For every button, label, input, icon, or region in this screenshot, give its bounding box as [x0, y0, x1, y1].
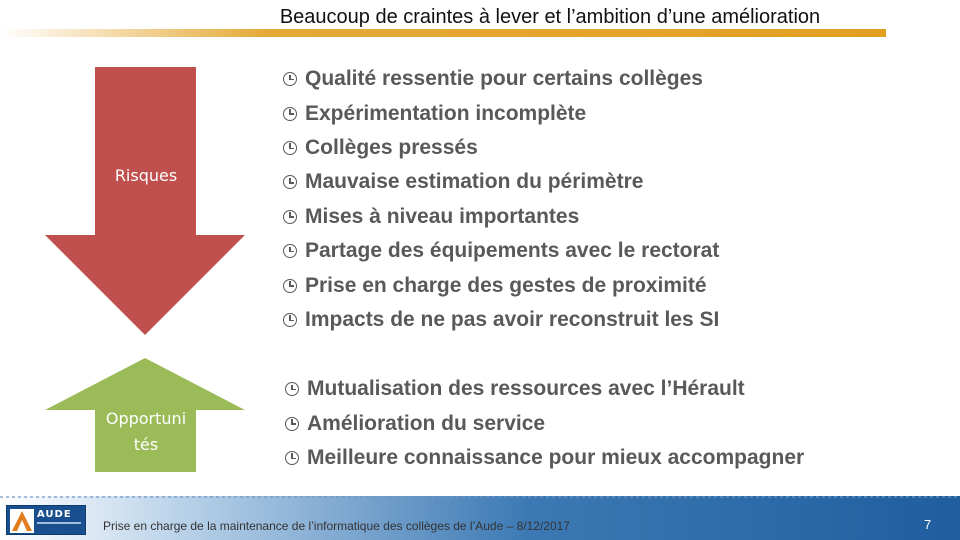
opportunity-label: [96, 406, 196, 458]
logo-mark-icon: [10, 509, 34, 533]
opportunity-item-text: Mutualisation des ressources avec l’Hérault: [307, 377, 745, 401]
risk-item: [283, 234, 719, 268]
risk-item-text: Mauvaise estimation du périmètre: [305, 170, 644, 194]
risk-item-text: Collèges pressés: [305, 135, 478, 159]
clock-icon: [283, 279, 297, 293]
opportunity-label-line2: tés: [133, 435, 159, 454]
risk-item-text: Partage des équipements avec le rectorat: [305, 239, 720, 263]
risk-item: [283, 62, 719, 96]
opportunity-item: [285, 441, 804, 475]
clock-icon: [285, 417, 299, 431]
opportunity-list: [285, 372, 804, 475]
risk-down-arrow: [45, 67, 245, 335]
clock-icon: [283, 141, 297, 155]
page-number: 7: [924, 517, 932, 532]
logo-a-shape: [10, 509, 34, 533]
clock-icon: [283, 107, 297, 121]
opportunity-item-text: Meilleure connaissance pour mieux accompagner: [307, 445, 805, 469]
footer-bar: [0, 496, 960, 540]
risk-item-text: Prise en charge des gestes de proximité: [305, 273, 707, 297]
risk-list: [283, 62, 719, 337]
clock-icon: [283, 210, 297, 224]
clock-icon: [283, 244, 297, 258]
opportunity-item: [285, 372, 804, 406]
risk-item: [283, 303, 719, 337]
risk-item-text: Mises à niveau importantes: [305, 204, 580, 228]
clock-icon: [285, 382, 299, 396]
aude-logo: [6, 505, 86, 535]
clock-icon: [283, 313, 297, 327]
slide-title: Beaucoup de craintes à lever et l’ambition d’une amélioration: [279, 6, 821, 28]
clock-icon: [283, 175, 297, 189]
clock-icon: [283, 72, 297, 86]
risk-item: [283, 165, 719, 199]
risk-item: [283, 268, 719, 302]
footer-text: Prise en charge de la maintenance de l’informatique des collèges de l’Aude – 8/12/2017: [103, 519, 570, 533]
risk-item-text: Expérimentation incomplète: [305, 101, 587, 125]
opportunity-item: [285, 406, 804, 440]
risk-label: Risques: [114, 166, 178, 185]
risk-item: [283, 96, 719, 130]
risk-item: [283, 131, 719, 165]
risk-item: [283, 200, 719, 234]
risk-item-text: Qualité ressentie pour certains collèges: [305, 67, 703, 91]
logo-text: AUDE: [37, 509, 72, 520]
opportunity-label-line1: Opportuni: [105, 409, 187, 428]
logo-underline: [37, 522, 81, 524]
risk-item-text: Impacts de ne pas avoir reconstruit les SI: [305, 307, 720, 331]
clock-icon: [285, 451, 299, 465]
opportunity-item-text: Amélioration du service: [307, 411, 546, 435]
